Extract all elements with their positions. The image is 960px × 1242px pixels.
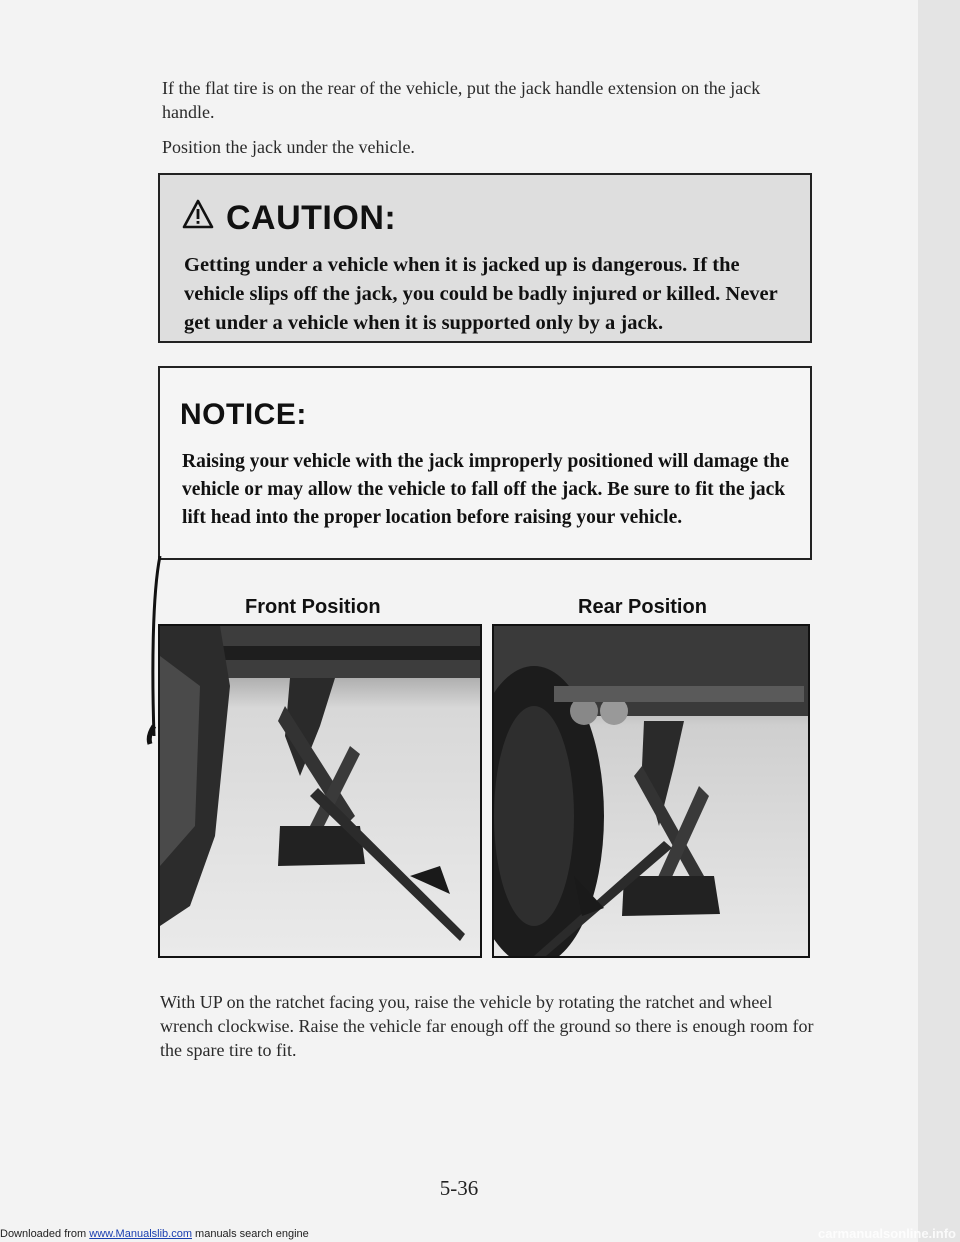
- page-number: 5-36: [439, 1176, 479, 1200]
- watermark-text: carmanualsonline.info: [818, 1226, 956, 1241]
- paragraph-position-jack: Position the jack under the vehicle.: [162, 137, 415, 157]
- page-margin-strip: [918, 0, 960, 1242]
- manualslib-link[interactable]: www.Manualslib.com: [89, 1228, 192, 1240]
- footer-suffix: manuals search engine: [191, 1228, 309, 1240]
- footer-prefix: Downloaded from: [0, 1228, 90, 1240]
- front-position-photo: [158, 624, 482, 958]
- caution-body-text: Getting under a vehicle when it is jacked up is dangerous. If the vehicle slips off the jack, you could be badly injured or killed. Never get under a vehicle when it is supported only by a jack.: [184, 254, 778, 334]
- rear-position-photo: [492, 624, 810, 958]
- front-position-caption: Front Position: [245, 596, 381, 618]
- warning-triangle-icon: [182, 199, 214, 238]
- rear-position-caption: Rear Position: [578, 596, 707, 618]
- download-footer: [0, 1228, 309, 1240]
- paragraph-rear-extension: If the flat tire is on the rear of the vehicle, put the jack handle extension on the jack handle.: [162, 78, 761, 122]
- caution-heading-text: CAUTION:: [226, 199, 397, 237]
- caution-heading: [182, 199, 396, 238]
- paragraph-raise-vehicle: With UP on the ratchet facing you, raise the vehicle by rotating the ratchet and wheel wrench clockwise. Raise the vehicle far enough off the ground so there is enough room for the spare tire to fit.: [160, 992, 814, 1060]
- caution-box: [158, 173, 812, 343]
- notice-heading: NOTICE:: [180, 398, 307, 431]
- notice-box: [158, 366, 812, 560]
- notice-body-text: Raising your vehicle with the jack improperly positioned will damage the vehicle or may allow the vehicle to fall off the jack. Be sure to fit the jack lift head into the proper location before raising your vehicle.: [182, 451, 790, 528]
